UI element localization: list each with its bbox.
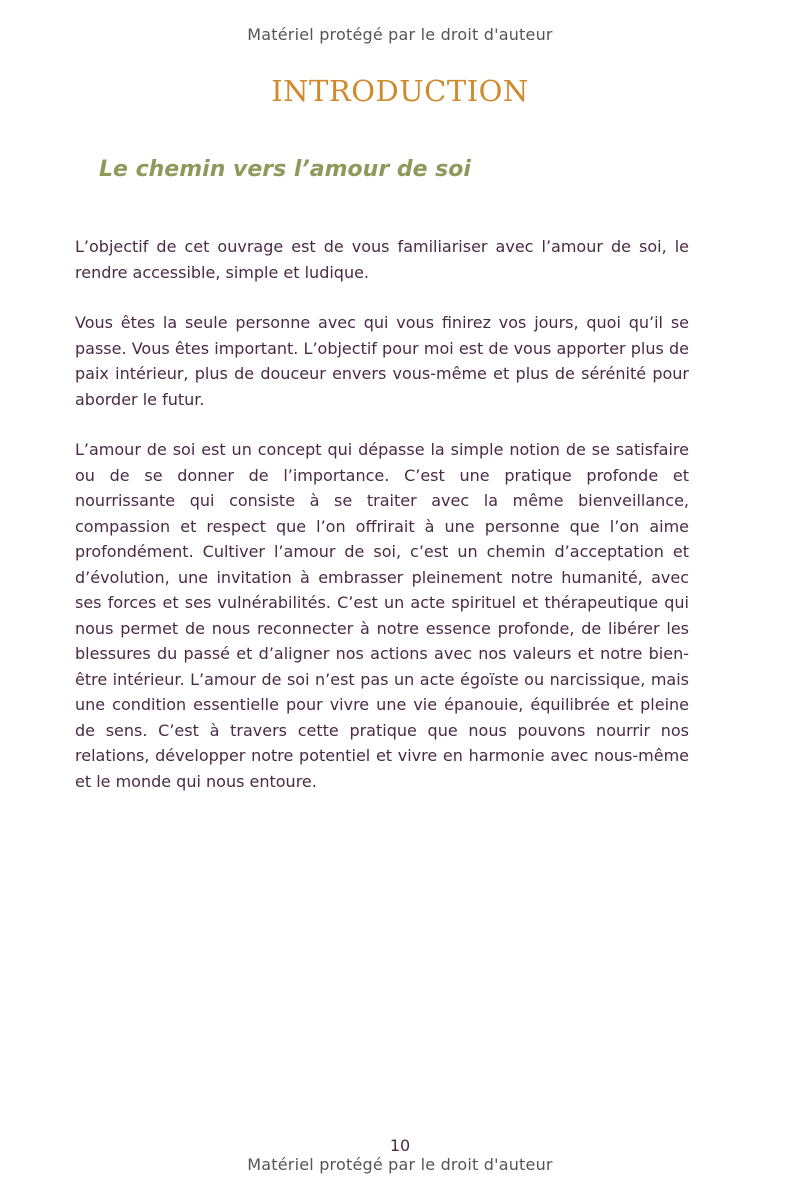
body-text bbox=[75, 234, 689, 819]
paragraph-3: L’amour de soi est un concept qui dépasse la simple notion de se satisfaire ou de se donner de l’importance. C’est une pratique profonde et nourrissante qui consiste à se traiter avec la même bienveillance, compassion et respect que l’on offrirait à une personne que l’on aime profondément. Cultiver l’amour de soi, c’est un chemin d’acceptation et d’évolution, une invitation à embrasser pleinement notre humanité, avec ses forces et ses vulnérabilités. C’est un acte spirituel et thérapeutique qui nous permet de nous reconnecter à notre essence profonde, de libérer les blessures du passé et d’aligner nos actions avec nos valeurs et notre bien-être intérieur. L’amour de soi n’est pas un acte égoïste ou narcissique, mais une condition essentielle pour vivre une vie épanouie, équilibrée et pleine de sens. C’est à travers cette pratique que nous pouvons nourrir nos relations, développer notre potentiel et vivre en harmonie avec nous-même et le monde qui nous entoure. bbox=[75, 440, 689, 791]
section-title: Le chemin vers l’amour de soi bbox=[99, 157, 471, 182]
paragraph-2: Vous êtes la seule personne avec qui vous finirez vos jours, quoi qu’il se passe. Vous êtes important. L’objectif pour moi est de vous apporter plus de paix intérieur, plus de douceur envers vous-même et plus de sérénité pour aborder le futur. bbox=[75, 313, 689, 409]
copyright-watermark-bottom: Matériel protégé par le droit d'auteur bbox=[247, 1155, 553, 1174]
page-number: 10 bbox=[389, 1136, 411, 1155]
paragraph-1: L’objectif de cet ouvrage est de vous familiariser avec l’amour de soi, le rendre accessible, simple et ludique. bbox=[75, 237, 689, 282]
copyright-watermark-top: Matériel protégé par le droit d'auteur bbox=[247, 25, 553, 44]
chapter-title: INTRODUCTION bbox=[271, 74, 529, 108]
